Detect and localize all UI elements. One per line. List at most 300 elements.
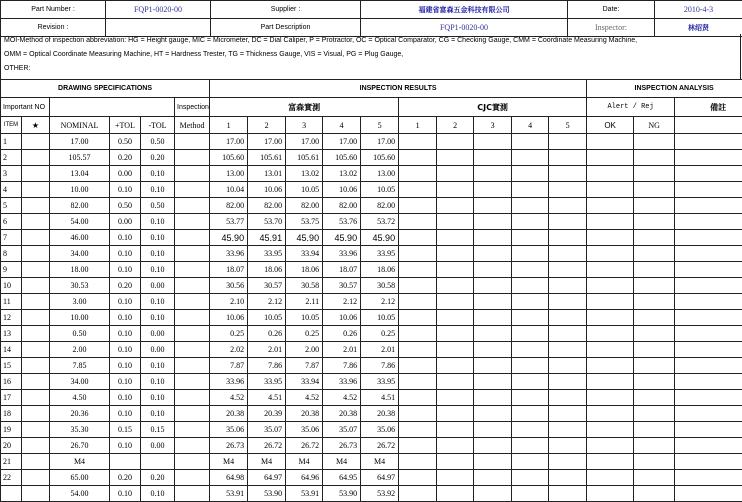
- fusen-measurement-cell[interactable]: 45.90: [286, 230, 323, 246]
- cjc-measurement-cell[interactable]: [512, 470, 549, 486]
- cjc-measurement-cell[interactable]: [549, 342, 587, 358]
- ng-cell[interactable]: [634, 422, 675, 438]
- method-cell[interactable]: [175, 278, 210, 294]
- important-cell[interactable]: [22, 246, 50, 262]
- fusen-measurement-cell[interactable]: 26.72: [361, 438, 399, 454]
- cjc-measurement-cell[interactable]: [549, 214, 587, 230]
- cjc-measurement-cell[interactable]: [399, 374, 437, 390]
- cjc-measurement-cell[interactable]: [512, 278, 549, 294]
- fusen-measurement-cell[interactable]: 53.91: [286, 486, 323, 502]
- fusen-measurement-cell[interactable]: 35.06: [286, 422, 323, 438]
- fusen-measurement-cell[interactable]: 35.06: [210, 422, 248, 438]
- cjc-measurement-cell[interactable]: [512, 326, 549, 342]
- important-cell[interactable]: [22, 198, 50, 214]
- cjc-measurement-cell[interactable]: [474, 134, 512, 150]
- fusen-measurement-cell[interactable]: 53.70: [248, 214, 286, 230]
- important-cell[interactable]: [22, 374, 50, 390]
- fusen-measurement-cell[interactable]: 82.00: [210, 198, 248, 214]
- remarks-cell[interactable]: [675, 310, 742, 326]
- fusen-measurement-cell[interactable]: 17.00: [248, 134, 286, 150]
- important-cell[interactable]: [22, 454, 50, 470]
- fusen-measurement-cell[interactable]: 105.60: [210, 150, 248, 166]
- fusen-measurement-cell[interactable]: 2.02: [210, 342, 248, 358]
- cjc-measurement-cell[interactable]: [549, 438, 587, 454]
- fusen-measurement-cell[interactable]: 64.95: [323, 470, 361, 486]
- method-cell[interactable]: [175, 422, 210, 438]
- cjc-measurement-cell[interactable]: [549, 310, 587, 326]
- cjc-measurement-cell[interactable]: [549, 278, 587, 294]
- fusen-measurement-cell[interactable]: 33.96: [323, 246, 361, 262]
- ng-cell[interactable]: [634, 262, 675, 278]
- remarks-cell[interactable]: [675, 134, 742, 150]
- cjc-measurement-cell[interactable]: [474, 214, 512, 230]
- method-cell[interactable]: [175, 470, 210, 486]
- fusen-measurement-cell[interactable]: 10.06: [323, 182, 361, 198]
- remarks-cell[interactable]: [675, 374, 742, 390]
- cjc-measurement-cell[interactable]: [437, 326, 474, 342]
- cjc-measurement-cell[interactable]: [512, 246, 549, 262]
- fusen-measurement-cell[interactable]: 45.91: [248, 230, 286, 246]
- remarks-cell[interactable]: [675, 342, 742, 358]
- cjc-measurement-cell[interactable]: [549, 294, 587, 310]
- method-cell[interactable]: [175, 342, 210, 358]
- fusen-measurement-cell[interactable]: 82.00: [323, 198, 361, 214]
- cjc-measurement-cell[interactable]: [399, 198, 437, 214]
- method-cell[interactable]: [175, 390, 210, 406]
- fusen-measurement-cell[interactable]: 35.07: [248, 422, 286, 438]
- important-cell[interactable]: [22, 438, 50, 454]
- fusen-measurement-cell[interactable]: 26.72: [286, 438, 323, 454]
- fusen-measurement-cell[interactable]: M4: [210, 454, 248, 470]
- fusen-measurement-cell[interactable]: 105.61: [286, 150, 323, 166]
- fusen-measurement-cell[interactable]: 10.05: [361, 182, 399, 198]
- cjc-measurement-cell[interactable]: [437, 390, 474, 406]
- cjc-measurement-cell[interactable]: [512, 182, 549, 198]
- remarks-cell[interactable]: [675, 230, 742, 246]
- cjc-measurement-cell[interactable]: [474, 454, 512, 470]
- fusen-measurement-cell[interactable]: 26.73: [210, 438, 248, 454]
- fusen-measurement-cell[interactable]: 0.26: [248, 326, 286, 342]
- cjc-measurement-cell[interactable]: [399, 326, 437, 342]
- cjc-measurement-cell[interactable]: [437, 438, 474, 454]
- fusen-measurement-cell[interactable]: 33.95: [361, 246, 399, 262]
- ok-cell[interactable]: [587, 230, 634, 246]
- fusen-measurement-cell[interactable]: 33.96: [323, 374, 361, 390]
- cjc-measurement-cell[interactable]: [399, 166, 437, 182]
- remarks-cell[interactable]: [675, 246, 742, 262]
- cjc-measurement-cell[interactable]: [437, 470, 474, 486]
- fusen-measurement-cell[interactable]: 33.94: [286, 374, 323, 390]
- fusen-measurement-cell[interactable]: 17.00: [210, 134, 248, 150]
- ng-cell[interactable]: [634, 358, 675, 374]
- cjc-measurement-cell[interactable]: [437, 278, 474, 294]
- fusen-measurement-cell[interactable]: 53.92: [361, 486, 399, 502]
- remarks-cell[interactable]: [675, 358, 742, 374]
- important-cell[interactable]: [22, 182, 50, 198]
- ng-cell[interactable]: [634, 326, 675, 342]
- cjc-measurement-cell[interactable]: [399, 150, 437, 166]
- remarks-cell[interactable]: [675, 454, 742, 470]
- fusen-measurement-cell[interactable]: 2.11: [286, 294, 323, 310]
- ok-cell[interactable]: [587, 390, 634, 406]
- fusen-measurement-cell[interactable]: 64.96: [286, 470, 323, 486]
- cjc-measurement-cell[interactable]: [474, 246, 512, 262]
- fusen-measurement-cell[interactable]: 2.01: [323, 342, 361, 358]
- ok-cell[interactable]: [587, 278, 634, 294]
- ng-cell[interactable]: [634, 486, 675, 502]
- fusen-measurement-cell[interactable]: 4.51: [361, 390, 399, 406]
- cjc-measurement-cell[interactable]: [512, 438, 549, 454]
- important-cell[interactable]: [22, 262, 50, 278]
- cjc-measurement-cell[interactable]: [474, 150, 512, 166]
- method-cell[interactable]: [175, 358, 210, 374]
- fusen-measurement-cell[interactable]: 30.57: [323, 278, 361, 294]
- remarks-cell[interactable]: [675, 278, 742, 294]
- important-cell[interactable]: [22, 166, 50, 182]
- ng-cell[interactable]: [634, 406, 675, 422]
- cjc-measurement-cell[interactable]: [437, 422, 474, 438]
- cjc-measurement-cell[interactable]: [474, 310, 512, 326]
- cjc-measurement-cell[interactable]: [512, 214, 549, 230]
- cjc-measurement-cell[interactable]: [549, 486, 587, 502]
- fusen-measurement-cell[interactable]: 7.87: [286, 358, 323, 374]
- fusen-measurement-cell[interactable]: 26.73: [323, 438, 361, 454]
- fusen-measurement-cell[interactable]: 13.00: [210, 166, 248, 182]
- fusen-measurement-cell[interactable]: 18.07: [323, 262, 361, 278]
- method-cell[interactable]: [175, 230, 210, 246]
- cjc-measurement-cell[interactable]: [512, 358, 549, 374]
- important-cell[interactable]: [22, 326, 50, 342]
- ng-cell[interactable]: [634, 374, 675, 390]
- fusen-measurement-cell[interactable]: 17.00: [323, 134, 361, 150]
- ok-cell[interactable]: [587, 470, 634, 486]
- fusen-measurement-cell[interactable]: 45.90: [323, 230, 361, 246]
- ng-cell[interactable]: [634, 198, 675, 214]
- cjc-measurement-cell[interactable]: [399, 422, 437, 438]
- ok-cell[interactable]: [587, 422, 634, 438]
- fusen-measurement-cell[interactable]: 10.05: [361, 310, 399, 326]
- date-value[interactable]: 2010-4-3: [655, 1, 742, 19]
- fusen-measurement-cell[interactable]: 53.90: [323, 486, 361, 502]
- ok-cell[interactable]: [587, 342, 634, 358]
- fusen-measurement-cell[interactable]: 30.57: [248, 278, 286, 294]
- fusen-measurement-cell[interactable]: M4: [248, 454, 286, 470]
- fusen-measurement-cell[interactable]: 2.00: [286, 342, 323, 358]
- ng-cell[interactable]: [634, 246, 675, 262]
- cjc-measurement-cell[interactable]: [399, 262, 437, 278]
- ok-cell[interactable]: [587, 182, 634, 198]
- ok-cell[interactable]: [587, 166, 634, 182]
- fusen-measurement-cell[interactable]: 2.10: [210, 294, 248, 310]
- method-cell[interactable]: [175, 454, 210, 470]
- cjc-measurement-cell[interactable]: [399, 246, 437, 262]
- ng-cell[interactable]: [634, 134, 675, 150]
- cjc-measurement-cell[interactable]: [474, 486, 512, 502]
- ok-cell[interactable]: [587, 246, 634, 262]
- important-cell[interactable]: [22, 150, 50, 166]
- important-cell[interactable]: [22, 390, 50, 406]
- ng-cell[interactable]: [634, 166, 675, 182]
- fusen-measurement-cell[interactable]: 64.97: [361, 470, 399, 486]
- fusen-measurement-cell[interactable]: 53.75: [286, 214, 323, 230]
- remarks-cell[interactable]: [675, 390, 742, 406]
- fusen-measurement-cell[interactable]: 105.60: [361, 150, 399, 166]
- cjc-measurement-cell[interactable]: [399, 358, 437, 374]
- fusen-measurement-cell[interactable]: 33.96: [210, 246, 248, 262]
- fusen-measurement-cell[interactable]: 4.52: [323, 390, 361, 406]
- remarks-cell[interactable]: [675, 182, 742, 198]
- fusen-measurement-cell[interactable]: 10.04: [210, 182, 248, 198]
- cjc-measurement-cell[interactable]: [399, 406, 437, 422]
- fusen-measurement-cell[interactable]: 30.58: [361, 278, 399, 294]
- fusen-measurement-cell[interactable]: 20.39: [248, 406, 286, 422]
- cjc-measurement-cell[interactable]: [399, 454, 437, 470]
- fusen-measurement-cell[interactable]: 7.86: [323, 358, 361, 374]
- method-cell[interactable]: [175, 182, 210, 198]
- cjc-measurement-cell[interactable]: [512, 294, 549, 310]
- fusen-measurement-cell[interactable]: M4: [286, 454, 323, 470]
- method-cell[interactable]: [175, 310, 210, 326]
- fusen-measurement-cell[interactable]: 20.38: [361, 406, 399, 422]
- cjc-measurement-cell[interactable]: [549, 326, 587, 342]
- ng-cell[interactable]: [634, 470, 675, 486]
- fusen-measurement-cell[interactable]: 18.07: [210, 262, 248, 278]
- cjc-measurement-cell[interactable]: [549, 134, 587, 150]
- fusen-measurement-cell[interactable]: 0.25: [210, 326, 248, 342]
- remarks-cell[interactable]: [675, 406, 742, 422]
- cjc-measurement-cell[interactable]: [437, 166, 474, 182]
- ok-cell[interactable]: [587, 358, 634, 374]
- fusen-measurement-cell[interactable]: 20.38: [210, 406, 248, 422]
- cjc-measurement-cell[interactable]: [512, 342, 549, 358]
- cjc-measurement-cell[interactable]: [399, 470, 437, 486]
- ok-cell[interactable]: [587, 310, 634, 326]
- cjc-measurement-cell[interactable]: [437, 214, 474, 230]
- fusen-measurement-cell[interactable]: 35.06: [361, 422, 399, 438]
- cjc-measurement-cell[interactable]: [399, 182, 437, 198]
- fusen-measurement-cell[interactable]: 53.72: [361, 214, 399, 230]
- fusen-measurement-cell[interactable]: M4: [361, 454, 399, 470]
- important-cell[interactable]: [22, 278, 50, 294]
- cjc-measurement-cell[interactable]: [437, 246, 474, 262]
- cjc-measurement-cell[interactable]: [474, 278, 512, 294]
- fusen-measurement-cell[interactable]: 105.61: [248, 150, 286, 166]
- fusen-measurement-cell[interactable]: 4.51: [248, 390, 286, 406]
- important-cell[interactable]: [22, 214, 50, 230]
- fusen-measurement-cell[interactable]: 33.95: [248, 246, 286, 262]
- important-cell[interactable]: [22, 358, 50, 374]
- fusen-measurement-cell[interactable]: 10.06: [210, 310, 248, 326]
- cjc-measurement-cell[interactable]: [474, 342, 512, 358]
- method-cell[interactable]: [175, 406, 210, 422]
- cjc-measurement-cell[interactable]: [474, 406, 512, 422]
- supplier-value[interactable]: 福建省富森五金科技有限公司: [361, 1, 568, 19]
- cjc-measurement-cell[interactable]: [399, 342, 437, 358]
- important-cell[interactable]: [22, 134, 50, 150]
- ok-cell[interactable]: [587, 150, 634, 166]
- method-cell[interactable]: [175, 198, 210, 214]
- important-cell[interactable]: [22, 486, 50, 502]
- ok-cell[interactable]: [587, 374, 634, 390]
- cjc-measurement-cell[interactable]: [549, 262, 587, 278]
- cjc-measurement-cell[interactable]: [512, 454, 549, 470]
- ng-cell[interactable]: [634, 278, 675, 294]
- cjc-measurement-cell[interactable]: [549, 182, 587, 198]
- cjc-measurement-cell[interactable]: [474, 390, 512, 406]
- ok-cell[interactable]: [587, 262, 634, 278]
- fusen-measurement-cell[interactable]: 30.58: [286, 278, 323, 294]
- ok-cell[interactable]: [587, 486, 634, 502]
- cjc-measurement-cell[interactable]: [399, 230, 437, 246]
- fusen-measurement-cell[interactable]: M4: [323, 454, 361, 470]
- cjc-measurement-cell[interactable]: [512, 230, 549, 246]
- fusen-measurement-cell[interactable]: 53.90: [248, 486, 286, 502]
- fusen-measurement-cell[interactable]: 13.00: [361, 166, 399, 182]
- fusen-measurement-cell[interactable]: 7.87: [210, 358, 248, 374]
- important-cell[interactable]: [22, 294, 50, 310]
- cjc-measurement-cell[interactable]: [399, 438, 437, 454]
- ng-cell[interactable]: [634, 310, 675, 326]
- cjc-measurement-cell[interactable]: [437, 358, 474, 374]
- part-description-value[interactable]: FQP1-0020-00: [361, 19, 568, 37]
- fusen-measurement-cell[interactable]: 2.01: [248, 342, 286, 358]
- fusen-measurement-cell[interactable]: 0.25: [361, 326, 399, 342]
- cjc-measurement-cell[interactable]: [512, 422, 549, 438]
- cjc-measurement-cell[interactable]: [399, 278, 437, 294]
- cjc-measurement-cell[interactable]: [512, 310, 549, 326]
- fusen-measurement-cell[interactable]: 18.06: [286, 262, 323, 278]
- cjc-measurement-cell[interactable]: [549, 230, 587, 246]
- cjc-measurement-cell[interactable]: [437, 294, 474, 310]
- part-number-value[interactable]: FQP1-0020-00: [106, 1, 211, 19]
- cjc-measurement-cell[interactable]: [474, 422, 512, 438]
- cjc-measurement-cell[interactable]: [437, 454, 474, 470]
- important-cell[interactable]: [22, 406, 50, 422]
- cjc-measurement-cell[interactable]: [437, 150, 474, 166]
- method-cell[interactable]: [175, 438, 210, 454]
- cjc-measurement-cell[interactable]: [474, 438, 512, 454]
- cjc-measurement-cell[interactable]: [549, 198, 587, 214]
- ng-cell[interactable]: [634, 342, 675, 358]
- fusen-measurement-cell[interactable]: 30.56: [210, 278, 248, 294]
- cjc-measurement-cell[interactable]: [399, 486, 437, 502]
- cjc-measurement-cell[interactable]: [399, 294, 437, 310]
- cjc-measurement-cell[interactable]: [399, 134, 437, 150]
- important-cell[interactable]: [22, 230, 50, 246]
- fusen-measurement-cell[interactable]: 20.38: [286, 406, 323, 422]
- method-cell[interactable]: [175, 326, 210, 342]
- remarks-cell[interactable]: [675, 150, 742, 166]
- method-cell[interactable]: [175, 150, 210, 166]
- cjc-measurement-cell[interactable]: [549, 454, 587, 470]
- fusen-measurement-cell[interactable]: 45.90: [361, 230, 399, 246]
- fusen-measurement-cell[interactable]: 13.02: [286, 166, 323, 182]
- cjc-measurement-cell[interactable]: [437, 134, 474, 150]
- cjc-measurement-cell[interactable]: [549, 166, 587, 182]
- remarks-cell[interactable]: [675, 438, 742, 454]
- cjc-measurement-cell[interactable]: [437, 310, 474, 326]
- cjc-measurement-cell[interactable]: [474, 326, 512, 342]
- ng-cell[interactable]: [634, 390, 675, 406]
- method-cell[interactable]: [175, 374, 210, 390]
- ok-cell[interactable]: [587, 198, 634, 214]
- fusen-measurement-cell[interactable]: 18.06: [248, 262, 286, 278]
- ok-cell[interactable]: [587, 454, 634, 470]
- method-cell[interactable]: [175, 166, 210, 182]
- remarks-cell[interactable]: [675, 422, 742, 438]
- ng-cell[interactable]: [634, 182, 675, 198]
- fusen-measurement-cell[interactable]: 4.52: [210, 390, 248, 406]
- cjc-measurement-cell[interactable]: [437, 230, 474, 246]
- fusen-measurement-cell[interactable]: 64.98: [210, 470, 248, 486]
- cjc-measurement-cell[interactable]: [549, 470, 587, 486]
- fusen-measurement-cell[interactable]: 13.01: [248, 166, 286, 182]
- ng-cell[interactable]: [634, 454, 675, 470]
- cjc-measurement-cell[interactable]: [512, 374, 549, 390]
- fusen-measurement-cell[interactable]: 10.05: [286, 182, 323, 198]
- method-cell[interactable]: [175, 134, 210, 150]
- cjc-measurement-cell[interactable]: [437, 486, 474, 502]
- fusen-measurement-cell[interactable]: 7.86: [248, 358, 286, 374]
- cjc-measurement-cell[interactable]: [512, 198, 549, 214]
- cjc-measurement-cell[interactable]: [474, 198, 512, 214]
- cjc-measurement-cell[interactable]: [512, 390, 549, 406]
- remarks-cell[interactable]: [675, 294, 742, 310]
- cjc-measurement-cell[interactable]: [474, 262, 512, 278]
- fusen-measurement-cell[interactable]: 10.06: [323, 310, 361, 326]
- fusen-measurement-cell[interactable]: 7.86: [361, 358, 399, 374]
- cjc-measurement-cell[interactable]: [549, 406, 587, 422]
- fusen-measurement-cell[interactable]: 33.96: [210, 374, 248, 390]
- cjc-measurement-cell[interactable]: [549, 246, 587, 262]
- cjc-measurement-cell[interactable]: [549, 150, 587, 166]
- ok-cell[interactable]: [587, 406, 634, 422]
- remarks-cell[interactable]: [675, 198, 742, 214]
- cjc-measurement-cell[interactable]: [437, 374, 474, 390]
- fusen-measurement-cell[interactable]: 2.12: [323, 294, 361, 310]
- fusen-measurement-cell[interactable]: 35.07: [323, 422, 361, 438]
- cjc-measurement-cell[interactable]: [437, 406, 474, 422]
- fusen-measurement-cell[interactable]: 13.02: [323, 166, 361, 182]
- fusen-measurement-cell[interactable]: 18.06: [361, 262, 399, 278]
- cjc-measurement-cell[interactable]: [549, 358, 587, 374]
- fusen-measurement-cell[interactable]: 45.90: [210, 230, 248, 246]
- cjc-measurement-cell[interactable]: [474, 182, 512, 198]
- cjc-measurement-cell[interactable]: [512, 486, 549, 502]
- remarks-cell[interactable]: [675, 486, 742, 502]
- remarks-cell[interactable]: [675, 326, 742, 342]
- cjc-measurement-cell[interactable]: [512, 150, 549, 166]
- cjc-measurement-cell[interactable]: [399, 214, 437, 230]
- ok-cell[interactable]: [587, 134, 634, 150]
- fusen-measurement-cell[interactable]: 2.12: [248, 294, 286, 310]
- fusen-measurement-cell[interactable]: 64.97: [248, 470, 286, 486]
- fusen-measurement-cell[interactable]: 26.72: [248, 438, 286, 454]
- ng-cell[interactable]: [634, 230, 675, 246]
- cjc-measurement-cell[interactable]: [512, 406, 549, 422]
- cjc-measurement-cell[interactable]: [512, 262, 549, 278]
- fusen-measurement-cell[interactable]: 53.91: [210, 486, 248, 502]
- important-cell[interactable]: [22, 470, 50, 486]
- cjc-measurement-cell[interactable]: [512, 134, 549, 150]
- cjc-measurement-cell[interactable]: [549, 390, 587, 406]
- cjc-measurement-cell[interactable]: [474, 358, 512, 374]
- ng-cell[interactable]: [634, 214, 675, 230]
- ok-cell[interactable]: [587, 214, 634, 230]
- fusen-measurement-cell[interactable]: 105.60: [323, 150, 361, 166]
- method-cell[interactable]: [175, 486, 210, 502]
- fusen-measurement-cell[interactable]: 33.94: [286, 246, 323, 262]
